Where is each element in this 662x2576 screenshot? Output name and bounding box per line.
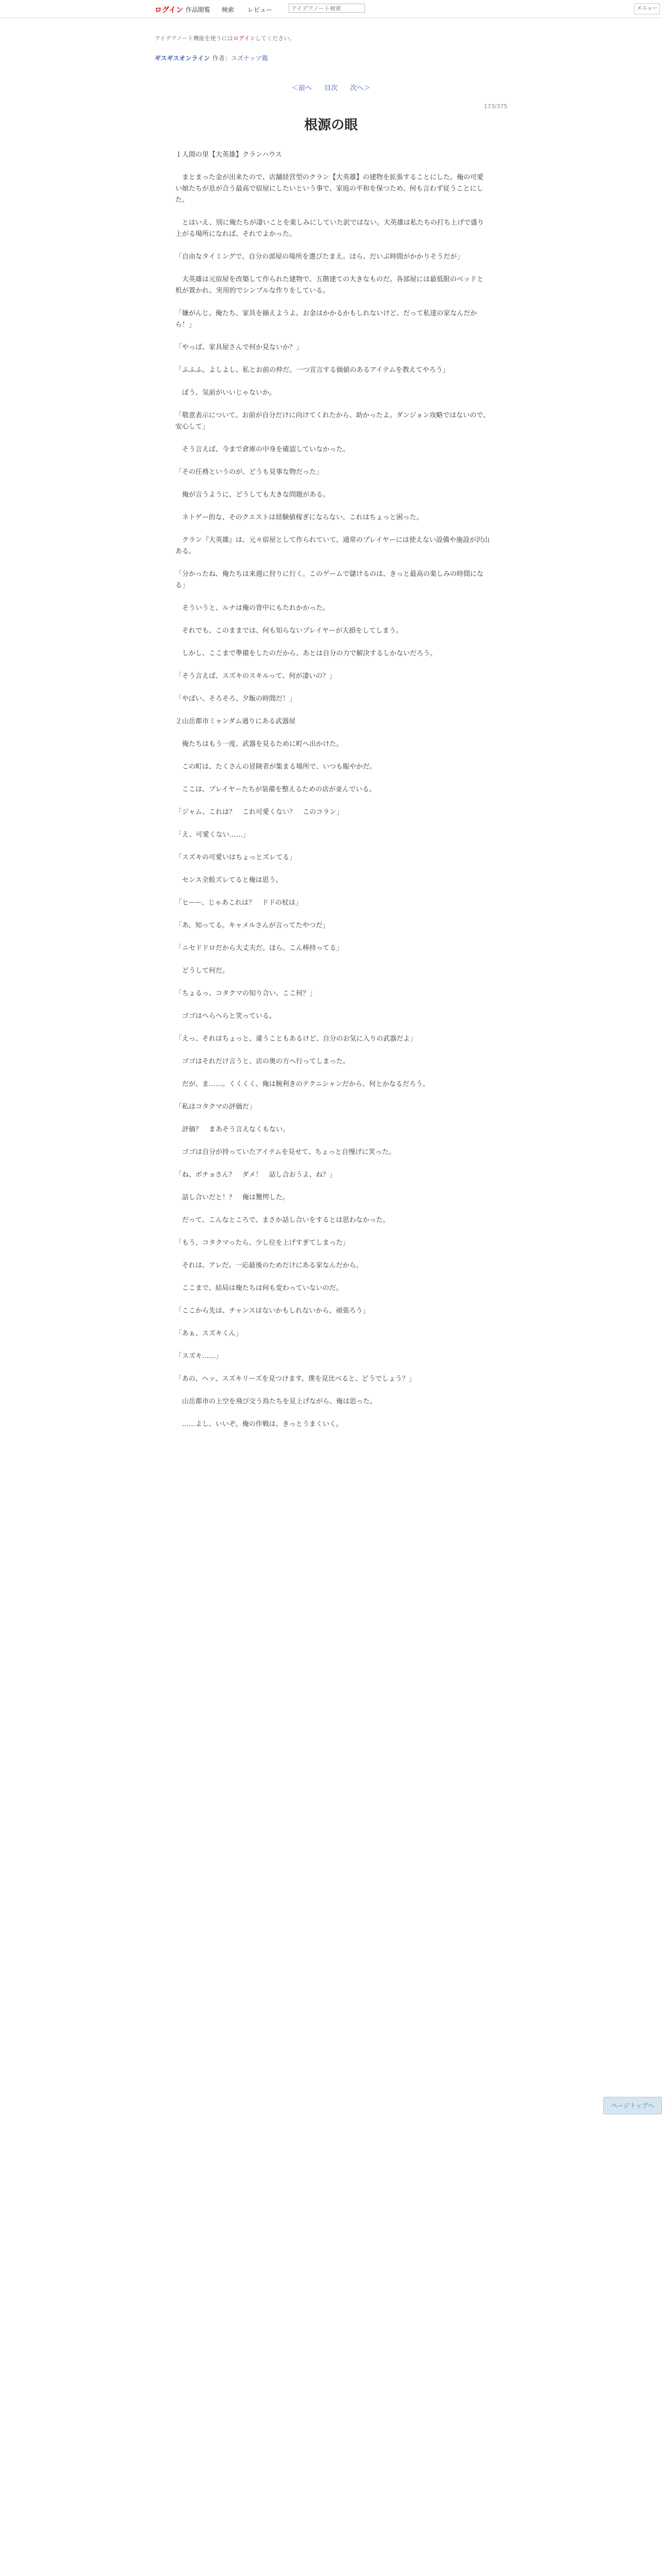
episode-body bbox=[175, 149, 490, 1442]
toc-link[interactable]: 目次 bbox=[324, 84, 338, 92]
paragraph: ネトゲー的な、そのクエストは経験値稼ぎにならない、これはちょっと困った。 bbox=[175, 514, 423, 521]
paragraph: そう言えば、今まで倉庫の中身を確認していなかった。 bbox=[175, 446, 350, 453]
paragraph: 「そう言えば、スズキのスキルって、何が凄いの？」 bbox=[175, 672, 336, 680]
paragraph: 「え、可愛くない……」 bbox=[175, 831, 250, 839]
paragraph: ゴゴはへらへらと笑っている。 bbox=[175, 1012, 276, 1020]
notice-text: アイデアノート機能を使うには bbox=[155, 35, 233, 42]
paragraph: １人間の里【大英雄】クランハウス bbox=[175, 151, 282, 159]
paragraph: 「ちょるっ、コタクマの知り合い、ここ何？」 bbox=[175, 990, 317, 997]
paragraph: 評価？ まあそう言えなくもない。 bbox=[175, 1126, 290, 1133]
paragraph: ぼう、気前がいいじゃないか。 bbox=[175, 389, 276, 397]
paragraph: 「ジャム、これは？ これ可愛くない？ このコラン」 bbox=[175, 808, 343, 816]
paragraph: 「敬意表示について。お前が自分だけに向けてくれたから、助かったよ。ダンジョン攻略ではないので、安心して」 bbox=[175, 412, 490, 431]
paragraph: まとまった金が出来たので、店舗経営型のクラン【大英雄】の建物を拡張することにした。俺の可愛い娘たちが息が合う最高で宿屋にしたいという事で、家庭の平和を保つため、何も言わず従うことにした。 bbox=[175, 174, 484, 204]
paragraph: 「ね、ボチョさん？ ダメ！ 話し合おうよ、ね？」 bbox=[175, 1171, 336, 1179]
paragraph: 「嫌がんじ。俺たち、家具を揃えようよ。お金はかかるかもしれないけど、だって私達の家なんだから！」 bbox=[175, 310, 477, 329]
paragraph: 「スズキの可愛いはちょっとズレてる」 bbox=[175, 854, 296, 861]
paragraph: 「えっ、それはちょっと、違うこともあるけど、自分のお気に入りの武器だよ」 bbox=[175, 1035, 417, 1043]
paragraph: そういうと、ルナは俺の背中にもたれかかった。 bbox=[175, 604, 330, 612]
nav-review[interactable]: レビュー bbox=[247, 6, 273, 13]
paragraph: 「あぁ、スズキくん」 bbox=[175, 1330, 242, 1337]
menu-button[interactable]: メニュー bbox=[634, 3, 660, 14]
page-top-button[interactable]: ページトップへ bbox=[603, 2097, 662, 2114]
paragraph: この町は、たくさんの冒険者が集まる場所で、いつも賑やかだ。 bbox=[175, 763, 376, 771]
paragraph: 「ニセドドロだから大丈夫だ。ほら、こん棒持ってる」 bbox=[175, 944, 343, 952]
paragraph: ゴゴはそれだけ言うと、店の奥の方へ行ってしまった。 bbox=[175, 1058, 350, 1065]
paragraph: 「あの、ヘッ、スズキリーズを見つけます。僕を見比べると、どうでしょう？」 bbox=[175, 1375, 416, 1383]
nav-read[interactable]: 作品閲覧 bbox=[186, 6, 211, 13]
paragraph: だが、ま……。くくくく。俺は腕利きのテクニシャンだから、何とかなるだろう。 bbox=[175, 1080, 429, 1088]
paragraph: 「分かったね、俺たちは来週に狩りに行く。このゲームで儲けるのは、きっと最高の楽しみの時間になる」 bbox=[175, 570, 484, 589]
work-title[interactable]: ギスギスオンライン bbox=[155, 55, 210, 62]
paragraph: 「あ、知ってる。キャメルさんが言ってたやつだ」 bbox=[175, 922, 329, 929]
author bbox=[212, 54, 268, 62]
paragraph: センス全般ズレてると俺は思う。 bbox=[175, 876, 283, 884]
paragraph: 「もう、コタクマったら、少し位を上げすぎてしまった」 bbox=[175, 1239, 350, 1247]
paragraph: だって、こんなところで、まさか話し合いをするとは思わなかった。 bbox=[175, 1216, 390, 1224]
paragraph: ここは、プレイヤーたちが装備を整えるための店が並んでいる。 bbox=[175, 786, 376, 793]
paragraph: 大英雄は元宿屋を改築して作られた建物で、五階建ての大きなものだ。各部屋には最低限のベッドと机が置かれ、実用的でシンプルな作りをしている。 bbox=[175, 276, 484, 295]
paragraph: どうして何だ。 bbox=[175, 967, 229, 975]
paragraph: ……よし、いいぞ。俺の作戦は、きっとうまくいく。 bbox=[175, 1420, 343, 1428]
author-label: 作者： bbox=[212, 55, 231, 62]
paragraph: ２山岳都市ミャンダム通りにある武器屋 bbox=[175, 718, 296, 725]
notice-login-link[interactable]: ログイン bbox=[233, 35, 256, 42]
notice-suffix: してください。 bbox=[255, 35, 295, 42]
paragraph: 山岳都市の上空を飛び交う鳥たちを見上げながら、俺は思った。 bbox=[175, 1398, 377, 1405]
paragraph: ここまで、結局は俺たちは何も変わっていないのだ。 bbox=[175, 1284, 343, 1292]
pager bbox=[155, 82, 507, 92]
login-notice bbox=[155, 34, 295, 42]
paragraph: ゴゴは自分が持っていたアイテムを見せて、ちょっと自慢げに笑った。 bbox=[175, 1148, 395, 1156]
paragraph: 「やばい、そろそろ、夕飯の時間だ！」 bbox=[175, 695, 296, 703]
paragraph: 「スズキ……」 bbox=[175, 1352, 223, 1360]
paragraph: それは、アレだ。一応最後のためだけにある家なんだから。 bbox=[175, 1262, 363, 1269]
prev-link[interactable]: ＜前へ bbox=[291, 84, 312, 92]
paragraph: 「ヒーー、じゃあこれは？ ドドの杖は」 bbox=[175, 899, 302, 907]
paragraph: 「自由なタイミングで、自分の部屋の場所を選びたまえ。ほら、だいぶ時間がかかりそうだが」 bbox=[175, 253, 464, 261]
paragraph: 「その任務というのが、どうも見事な物だった」 bbox=[175, 468, 323, 476]
paragraph: 「やっぱ、家具屋さんで何か見ないか？」 bbox=[175, 344, 303, 351]
paragraph: 俺たちはもう一度、武器を見るために町へ出かけた。 bbox=[175, 740, 343, 748]
paragraph: 「私はコタクマの評価だ」 bbox=[175, 1103, 256, 1111]
paragraph: クラン『大英雄』は、元々宿屋として作られていて、通常のプレイヤーには使えない設備や施設が沢山ある。 bbox=[175, 536, 490, 555]
next-link[interactable]: 次へ＞ bbox=[350, 84, 371, 92]
search-input[interactable] bbox=[289, 4, 365, 13]
paragraph: 「ここから先は、チャンスはないかもしれないから、頑張ろう」 bbox=[175, 1307, 370, 1315]
paragraph: とはいえ、別に俺たちが凄いことを楽しみにしていた訳ではない。大英雄は私たちの打ち上げで盛り上がる場所になれば、それでよかった。 bbox=[175, 219, 484, 238]
paragraph: 「ふふふ。よしよし。私とお前の仲だ。一つ宣言する価値のあるアイテムを教えてやろう」 bbox=[175, 366, 450, 374]
login-link[interactable]: ログイン bbox=[155, 6, 184, 14]
author-name[interactable]: ユズナッツ鶏 bbox=[231, 55, 268, 62]
paragraph: 俺が言うように、どうしても大きな問題がある。 bbox=[175, 491, 330, 499]
page-count: 173/375 bbox=[484, 103, 507, 110]
paragraph: それでも、このままでは、何も知らないプレイヤーが大損をしてしまう。 bbox=[175, 627, 403, 635]
nav-search[interactable]: 検索 bbox=[222, 6, 235, 13]
episode-title: 根源の眼 bbox=[304, 117, 358, 133]
paragraph: しかし、ここまで準備をしたのだから、あとは自分の力で解決するしかないだろう。 bbox=[175, 650, 437, 657]
paragraph: 話し合いだと！？ 俺は驚愕した。 bbox=[175, 1194, 290, 1201]
top-bar bbox=[0, 0, 662, 18]
